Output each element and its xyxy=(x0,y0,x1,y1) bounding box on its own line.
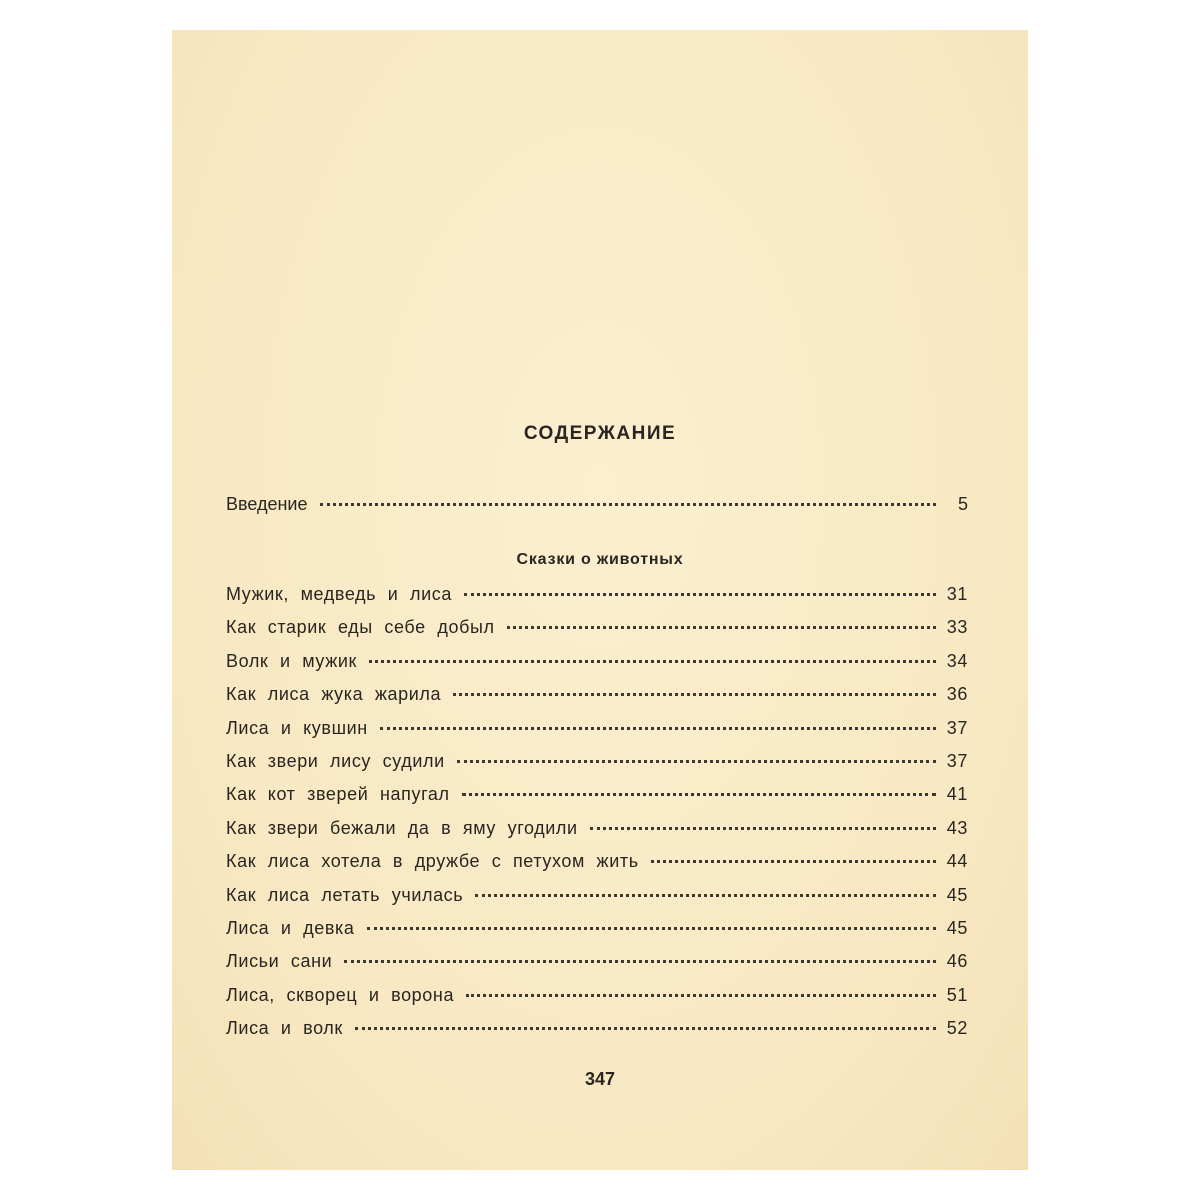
toc-entry[interactable] xyxy=(226,784,968,817)
entry-page-number: 37 xyxy=(946,750,968,771)
entry-page-number: 37 xyxy=(946,717,968,738)
dot-leader xyxy=(344,960,936,963)
section-title: Сказки о животных xyxy=(516,551,684,568)
dot-leader xyxy=(367,927,937,930)
book-page xyxy=(172,30,1028,1170)
entry-page-number: 45 xyxy=(946,917,968,938)
entry-title: Как звери лису судили xyxy=(226,750,445,771)
dot-leader xyxy=(466,994,936,997)
entry-page-number: 31 xyxy=(946,584,968,604)
toc-entry[interactable] xyxy=(226,584,968,617)
toc-entry[interactable] xyxy=(226,951,968,984)
dot-leader xyxy=(355,1027,936,1030)
dot-leader xyxy=(462,793,936,796)
toc-entry[interactable] xyxy=(226,1018,968,1051)
entry-title: Мужик, медведь и лиса xyxy=(226,584,452,604)
entry-page-number: 41 xyxy=(946,784,968,805)
entry-title: Как звери бежали да в яму угодили xyxy=(226,817,578,838)
toc-entry-introduction[interactable] xyxy=(226,494,968,518)
toc-entry[interactable] xyxy=(226,885,968,918)
dot-leader xyxy=(507,626,936,629)
toc-entry[interactable] xyxy=(226,751,968,784)
entry-page-number: 43 xyxy=(946,817,968,838)
entry-page-number: 5 xyxy=(957,494,968,514)
dot-leader xyxy=(464,593,936,596)
dot-leader xyxy=(590,827,936,830)
entry-page-number: 45 xyxy=(946,884,968,905)
entry-title: Лиса и кувшин xyxy=(226,717,368,738)
entry-page-number: 44 xyxy=(946,851,968,872)
entry-title: Лиса, скворец и ворона xyxy=(226,984,455,1005)
entry-title: Как кот зверей напугал xyxy=(226,784,450,805)
entry-page-number: 52 xyxy=(946,1018,968,1039)
entry-page-number: 33 xyxy=(946,617,968,638)
toc-entry[interactable] xyxy=(226,684,968,717)
dot-leader xyxy=(369,660,936,663)
entry-page-number: 51 xyxy=(946,984,968,1005)
toc-entry[interactable] xyxy=(226,985,968,1018)
toc-entry[interactable] xyxy=(226,718,968,751)
toc-entry[interactable] xyxy=(226,617,968,650)
entry-page-number: 46 xyxy=(946,951,968,972)
entry-title: Как лиса летать училась xyxy=(226,884,464,905)
contents-heading: СОДЕРЖАНИЕ xyxy=(523,423,677,444)
toc-entry[interactable] xyxy=(226,851,968,884)
dot-leader xyxy=(475,894,936,897)
dot-leader xyxy=(320,503,936,506)
entry-title: Как лиса хотела в дружбе с петухом жить xyxy=(226,851,639,872)
entry-title: Лиса и девка xyxy=(226,917,355,938)
dot-leader xyxy=(380,727,936,730)
toc-entry[interactable] xyxy=(226,918,968,951)
entry-title: Лисьи сани xyxy=(226,951,333,972)
dot-leader xyxy=(651,860,936,863)
dot-leader xyxy=(457,760,936,763)
toc-entry[interactable] xyxy=(226,651,968,684)
page-number-folio: 347 xyxy=(584,1069,616,1089)
entry-title: Введение xyxy=(226,494,308,514)
entry-title: Как лиса жука жарила xyxy=(226,684,442,705)
entry-title: Волк и мужик xyxy=(226,650,358,671)
entry-page-number: 34 xyxy=(946,650,968,671)
toc-list xyxy=(226,584,968,1051)
dot-leader xyxy=(453,693,936,696)
entry-title: Лиса и волк xyxy=(226,1018,343,1039)
toc-entry[interactable] xyxy=(226,818,968,851)
entry-page-number: 36 xyxy=(946,684,968,705)
entry-title: Как старик еды себе добыл xyxy=(226,617,495,638)
